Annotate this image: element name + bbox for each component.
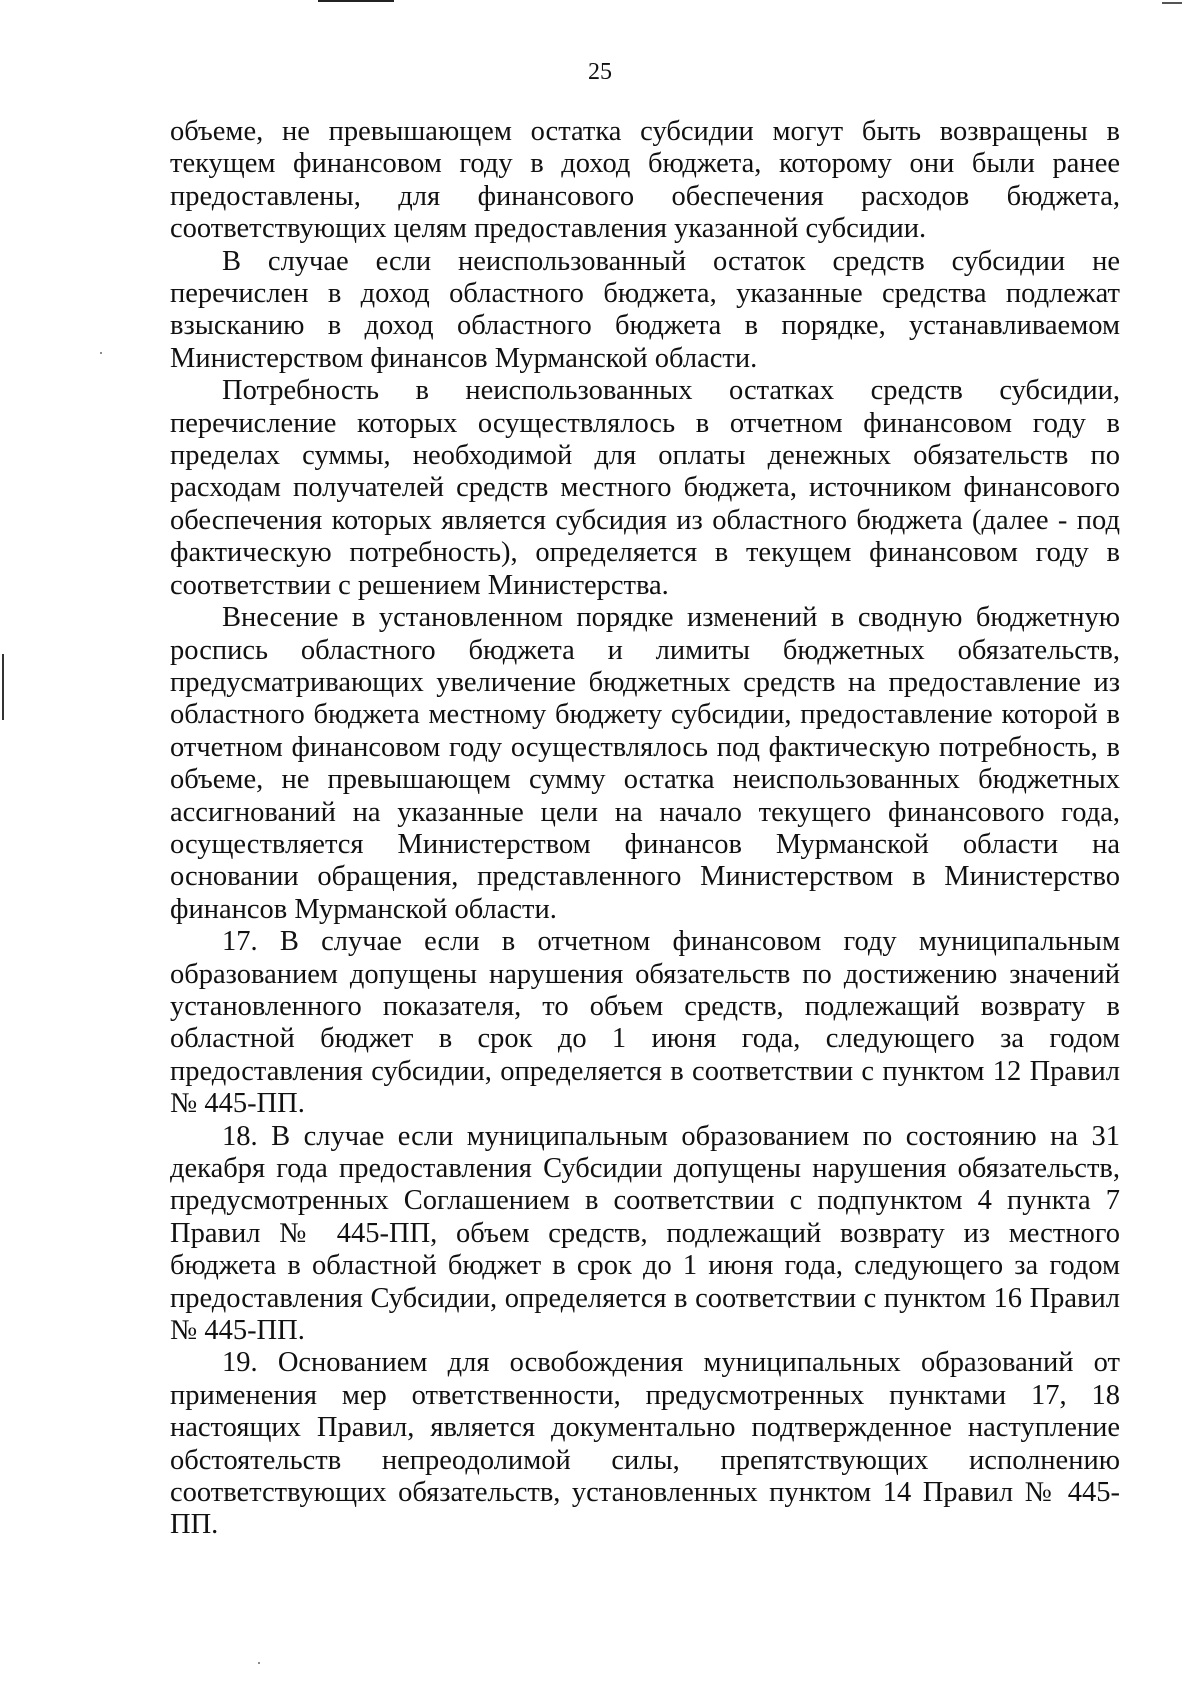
scan-speck: [100, 352, 102, 354]
document-body: [170, 116, 1120, 1542]
paragraph-returned-balance: объеме, не превышающем остатка субсидии могут быть возвращены в текущем финансовом году в доход бюджета, которому они были ранее предоставлены, для финансового обеспечения расходов бюджета, соответствующих целям предоставления указанной субсидии.: [170, 116, 1120, 245]
paragraph-item-18: 18. В случае если муниципальным образованием по состоянию на 31 декабря года предоставления Субсидии допущены нарушения обязательств, предусмотренных Соглашением в соответствии с подпунктом 4 пункта 7 Правил № 445-ПП, объем средств, подлежащий возврату из местного бюджета в областной бюджет в срок до 1 июня года, следующего за годом предоставления Субсидии, определяется в соответствии с пунктом 16 Правил № 445-ПП.: [170, 1120, 1120, 1347]
paragraph-budget-changes: Внесение в установленном порядке изменений в сводную бюджетную роспись областного бюджета и лимиты бюджетных обязательств, предусматривающих увеличение бюджетных средств на предоставление из областного бюджета местному бюджету субсидии, предоставление которой в отчетном финансовом году осуществлялось под фактическую потребность, в объеме, не превышающем сумму остатка неиспользованных бюджетных ассигнований на указанные цели на начало текущего финансового года, осуществляется Министерством финансов Мурманской области на основании обращения, представленного Министерством в Министерство финансов Мурманской области.: [170, 602, 1120, 925]
paragraph-unused-balance-recovery: В случае если неиспользованный остаток средств субсидии не перечислен в доход областного бюджета, указанные средства подлежат взысканию в доход областного бюджета в порядке, устанавливаемом Министерством финансов Мурманской области.: [170, 245, 1120, 374]
scan-left-mark: [2, 654, 4, 720]
paragraph-actual-need: Потребность в неиспользованных остатках средств субсидии, перечисление которых осуществлялось в отчетном финансовом году в пределах суммы, необходимой для оплаты денежных обязательств по расходам получателей средств местного бюджета, источником финансового обеспечения которых является субсидия из областного бюджета (далее - под фактическую потребность), определяется в текущем финансовом году в соответствии с решением Министерства.: [170, 375, 1120, 601]
page-number: 25: [588, 59, 612, 85]
scan-top-mark: [318, 0, 394, 2]
paragraph-item-19: 19. Основанием для освобождения муниципальных образований от применения мер ответственности, предусмотренных пунктами 17, 18 настоящих Правил, является документально подтвержденное наступление обстоятельств непреодолимой силы, препятствующих исполнению соответствующих обязательств, установленных пунктом 14 Правил № 445-ПП.: [170, 1347, 1120, 1541]
scan-speck: [258, 1662, 260, 1664]
paragraph-item-17: 17. В случае если в отчетном финансовом году муниципальным образованием допущены нарушения обязательств по достижению значений установленного показателя, то объем средств, подлежащий возврату в областной бюджет в срок до 1 июня года, следующего за годом предоставления субсидии, определяется в соответствии с пунктом 12 Правил № 445-ПП.: [170, 926, 1120, 1120]
scan-corner-mark: [1162, 2, 1182, 4]
